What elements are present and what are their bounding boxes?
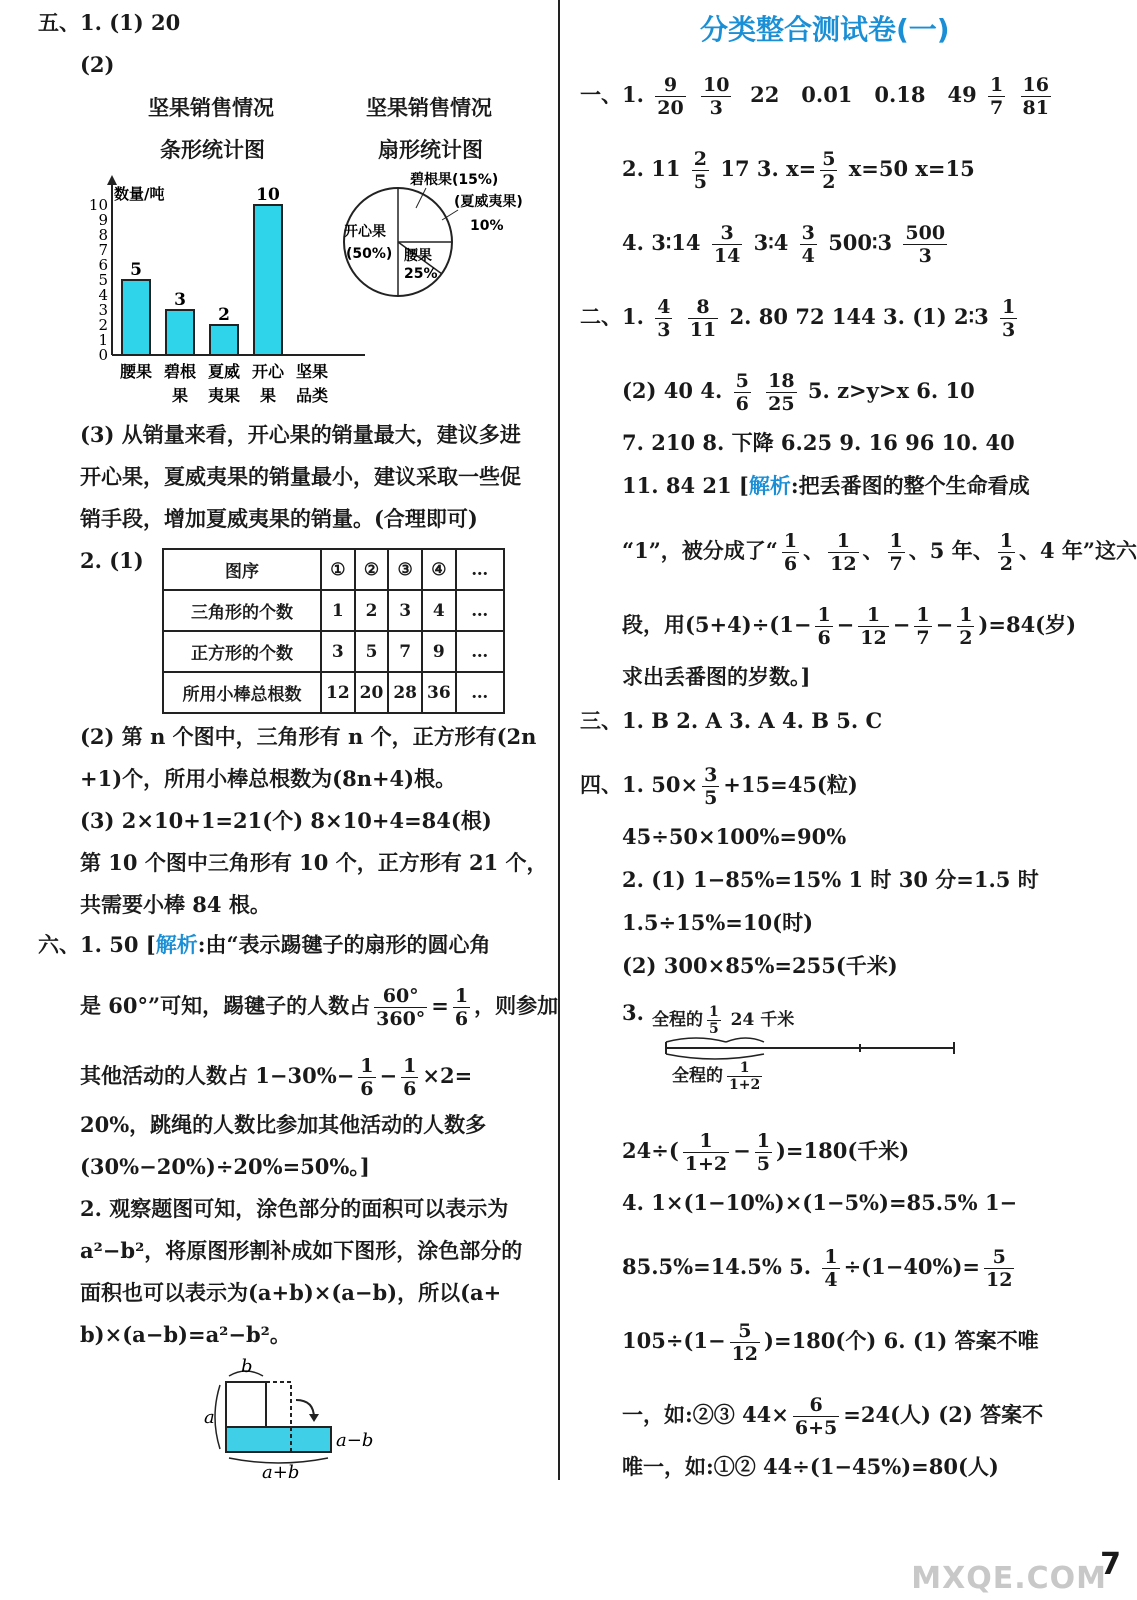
fraction <box>828 530 858 575</box>
fraction <box>707 1004 721 1037</box>
r-row-12 <box>580 764 858 809</box>
numerator: 3 <box>712 222 742 245</box>
text: +15=45(粒) <box>723 772 858 797</box>
numerator: 1 <box>403 1055 417 1077</box>
denominator: 7 <box>889 553 903 575</box>
denominator: 12 <box>986 1269 1013 1291</box>
q6-1e: (30%−20%)÷20%=50%。] <box>80 1154 370 1179</box>
text: 3∶4 <box>753 230 789 255</box>
r-row-9: 段，用(5+4)÷(1− $\frac{1}{6}$ − $\frac{1}{12}$ − $\frac{1}{7}$ − $\frac{1}{2}$ )=84(岁) <box>622 604 1077 649</box>
text: 85.5%=14.5% 5. <box>622 1254 812 1279</box>
r-row-2 <box>622 148 975 193</box>
table-cell: ④ <box>422 549 456 590</box>
text: :由“表示踢毽子的扇形的圆心角 <box>197 932 491 957</box>
arrowhead-icon <box>309 1414 319 1422</box>
r-row-23: 唯一，如:①② 44÷(1−45%)=80(人) <box>622 1454 999 1479</box>
text: 、4 年”这六 <box>1018 538 1137 563</box>
table-cell: 9 <box>422 631 456 672</box>
denominator: 3 <box>1002 319 1016 341</box>
r-row-3 <box>622 222 951 267</box>
fraction <box>914 604 931 649</box>
pie-slice-label: 腰果 <box>404 248 432 264</box>
fraction <box>655 296 672 341</box>
text: 0.01 <box>801 82 853 107</box>
r-row-6: 7. 210 8. 下降 6.25 9. 16 96 10. 40 <box>622 430 1015 455</box>
numerator: 1 <box>683 1130 729 1153</box>
q5-3b: 开心果，夏威夷果的销量最小，建议采取一些促 <box>80 464 521 489</box>
column-divider <box>558 0 560 1480</box>
denominator: 12 <box>830 553 857 575</box>
numerator: 4 <box>657 296 671 318</box>
fraction <box>688 296 718 341</box>
numerator: 60° <box>374 985 427 1008</box>
numerator: 16 <box>1022 74 1049 96</box>
table-cell: 3 <box>321 631 355 672</box>
numerator: 1 <box>824 1246 838 1268</box>
area-diagram <box>196 1356 386 1485</box>
text: )=180(个) 6. (1) 答案不唯 <box>764 1328 1039 1353</box>
table-cell: 正方形的个数 <box>163 631 321 672</box>
q5-2: (2) <box>80 52 115 77</box>
denominator: 11 <box>689 319 717 341</box>
denominator: 2 <box>959 627 973 649</box>
brace-top <box>726 1038 764 1042</box>
page-number: 7 <box>1100 1547 1121 1582</box>
table-cell: 图序 <box>163 549 321 590</box>
bar-chart-subtitle: 条形统计图 <box>160 138 265 162</box>
pie-slice-value: 25% <box>404 266 438 282</box>
x-tick-label: 开心 <box>251 362 285 381</box>
denominator: 6 <box>403 1078 417 1100</box>
q6-2c: 面积也可以表示为(a+b)×(a−b)，所以(a+ <box>80 1280 502 1305</box>
y-tick-label: 2 <box>98 316 108 334</box>
table-cell: 2 <box>355 590 389 631</box>
fraction <box>702 764 719 809</box>
section-title: 分类整合测试卷(一) <box>700 13 950 46</box>
table-cell: 4 <box>422 590 456 631</box>
q6-2b: a²−b²，将原图形割补成如下图形，涂色部分的 <box>80 1238 523 1263</box>
q5-2-3c: 共需要小棒 84 根。 <box>80 892 271 917</box>
text: 49 <box>947 82 977 107</box>
text: “1”，被分成了“ <box>622 538 778 563</box>
table-cell: … <box>456 631 504 672</box>
denominator: 7 <box>990 97 1004 119</box>
text: 二、1. <box>580 304 644 329</box>
x-tick-label: 碧根 <box>163 362 197 381</box>
text: 0.18 <box>874 82 926 107</box>
r-row-21 <box>622 1320 1039 1365</box>
numerator: 6 <box>793 1394 839 1417</box>
numerator: 1 <box>959 604 973 626</box>
fraction <box>888 530 905 575</box>
y-axis-arrow-icon <box>107 175 117 185</box>
q5-3a: (3) 从销量来看，开心果的销量最大，建议多进 <box>80 422 521 447</box>
denominator: 20 <box>657 97 684 119</box>
denominator: 5 <box>693 171 708 193</box>
denominator: 14 <box>713 245 741 267</box>
q6-1a <box>38 930 491 960</box>
fraction <box>1021 74 1051 119</box>
pie-slice-value: (50%) <box>346 246 393 262</box>
fraction <box>358 1055 375 1100</box>
brace-top <box>666 1038 726 1042</box>
fraction <box>903 222 947 267</box>
numerator: 5 <box>822 148 836 170</box>
numerator: 1 <box>916 604 930 626</box>
text: 全程的 <box>672 1066 723 1086</box>
x-tick-label: 果 <box>259 386 277 405</box>
numerator: 1 <box>889 530 903 552</box>
bar <box>122 280 150 355</box>
numerator: 1 <box>756 1130 770 1152</box>
pie-chart-title: 坚果销售情况 <box>366 96 492 120</box>
r-row-13: 45÷50×100%=90% <box>622 824 847 849</box>
fraction <box>1000 296 1017 341</box>
numerator: 1 <box>1002 296 1016 318</box>
table-cell: 12 <box>321 672 355 713</box>
denominator: 5 <box>709 1021 719 1037</box>
text: 17 3. x= <box>720 156 817 181</box>
table-cell: ③ <box>388 549 422 590</box>
numerator: 8 <box>688 296 718 319</box>
table-row <box>163 631 504 672</box>
numerator: 1 <box>999 530 1013 552</box>
y-tick-label: 6 <box>98 256 108 274</box>
segment-label-top <box>652 1004 794 1037</box>
denominator: 4 <box>824 1269 838 1291</box>
text: 是 60°”可知，踢毽子的人数占 <box>80 993 371 1018</box>
label-a-plus-b: a+b <box>262 1462 300 1483</box>
numerator: 1 <box>709 1004 719 1020</box>
denominator: 3 <box>657 319 671 341</box>
table-cell: 5 <box>355 631 389 672</box>
fraction <box>988 74 1005 119</box>
bar <box>210 325 238 355</box>
y-tick-label: 8 <box>98 226 108 244</box>
fraction <box>984 1246 1014 1291</box>
fraction <box>401 1055 418 1100</box>
text: 4. 3∶14 <box>622 230 701 255</box>
r-row-19: 4. 1×(1−10%)×(1−5%)=85.5% 1− <box>622 1190 1018 1215</box>
numerator: 1 <box>727 1060 762 1077</box>
denominator: 2 <box>999 553 1013 575</box>
bar-chart <box>80 160 370 410</box>
q5-2-2b: +1)个，所用小棒总根数为(8n+4)根。 <box>80 766 457 791</box>
denominator: 1+2 <box>684 1153 728 1175</box>
text: (2) 40 4. <box>622 378 723 403</box>
r-row-16: (2) 300×85%=255(千米) <box>622 953 898 978</box>
table-cell: 28 <box>388 672 422 713</box>
text: ÷(1−40%)= <box>843 1254 981 1279</box>
denominator: 5 <box>704 787 718 809</box>
text: 段，用(5+4)÷(1− <box>622 612 812 637</box>
text: 5. z>y>x 6. 10 <box>807 378 975 403</box>
denominator: 12 <box>731 1343 759 1365</box>
q5-1: 五、1. (1) 20 <box>38 10 181 35</box>
text: ×2= <box>422 1063 473 1088</box>
numerator: 3 <box>801 222 815 244</box>
fraction <box>815 604 832 649</box>
text: − <box>379 1063 398 1088</box>
denominator: 6 <box>783 553 798 575</box>
y-tick-label: 7 <box>98 241 108 259</box>
q4-3-label: 3. <box>622 1000 644 1025</box>
y-tick-label: 4 <box>98 286 108 304</box>
dashed-outline <box>266 1382 291 1427</box>
q6-2d: b)×(a−b)=a²−b²。 <box>80 1322 291 1347</box>
label-a: a <box>204 1407 215 1428</box>
fraction <box>800 222 817 267</box>
segment-label-bottom <box>672 1060 766 1093</box>
text: :把丢番图的整个生命看成 <box>790 473 1030 498</box>
label-b: b <box>241 1356 253 1377</box>
fraction <box>374 985 427 1030</box>
q5-2-label: 2. (1) <box>80 548 144 573</box>
numerator: 1 <box>360 1055 374 1077</box>
y-tick-label: 1 <box>98 331 108 349</box>
numerator: 500 <box>905 222 946 244</box>
table-cell: 1 <box>321 590 355 631</box>
text: 500∶3 <box>828 230 893 255</box>
fraction <box>734 370 751 415</box>
denominator: 5 <box>756 1153 770 1175</box>
bar-value-label: 10 <box>256 185 280 205</box>
numerator: 5 <box>730 1320 760 1343</box>
denominator: 81 <box>1022 97 1049 119</box>
bar-value-label: 3 <box>174 290 186 310</box>
r-row-7 <box>622 471 1030 501</box>
x-tick-label: 夏威 <box>207 362 241 381</box>
fraction <box>730 1320 760 1365</box>
shaded-strip <box>226 1427 331 1452</box>
text: )=84(岁) <box>978 612 1077 637</box>
table-cell: 7 <box>388 631 422 672</box>
denominator: 2 <box>822 171 836 193</box>
pie-slice-label: 碧根果(15%) <box>410 172 499 188</box>
numerator: 1 <box>817 604 831 626</box>
denominator: 7 <box>916 627 930 649</box>
pie-slice-value: 10% <box>470 218 504 234</box>
y-tick-label: 9 <box>98 211 108 229</box>
fraction <box>766 370 796 415</box>
fraction <box>701 74 731 119</box>
text: 11. 84 21 [ <box>622 473 749 498</box>
text: 24÷( <box>622 1138 679 1163</box>
text: 105÷(1− <box>622 1328 726 1353</box>
numerator: 10 <box>703 74 730 96</box>
numerator: 1 <box>783 530 798 552</box>
denominator: 25 <box>768 393 795 415</box>
pie-slice-label: (夏威夷果) <box>454 194 523 210</box>
table-cell: 20 <box>355 672 389 713</box>
table-cell: 3 <box>388 590 422 631</box>
denominator: 360° <box>376 1008 426 1030</box>
r-row-8: “1”，被分成了“ $\frac{1}{6}$ 、 $\frac{1}{12}$ 、 $\frac{1}{7}$ 、5 年、 $\frac{1}{2}$ 、4 年”这六 <box>622 530 1137 575</box>
text: 24 千米 <box>730 1010 795 1030</box>
y-tick-label: 0 <box>98 346 108 364</box>
fraction <box>712 222 742 267</box>
q5-3c: 销手段，增加夏威夷果的销量。(合理即可) <box>80 506 478 531</box>
q5-2-3a: (3) 2×10+1=21(个) 8×10+4=84(根) <box>80 808 492 833</box>
table-cell: ① <box>321 549 355 590</box>
pie-chart <box>330 160 550 300</box>
q6-1d: 20%，跳绳的人数比参加其他活动的人数多 <box>80 1112 487 1137</box>
label-a-minus-b: a−b <box>336 1430 374 1451</box>
q6-1c <box>80 1055 472 1100</box>
fraction <box>782 530 799 575</box>
table-cell: … <box>456 672 504 713</box>
denominator: 6 <box>735 393 749 415</box>
text: 一，如:②③ 44× <box>622 1402 789 1427</box>
table-row <box>163 590 504 631</box>
bar <box>166 310 194 355</box>
text: )=180(千米) <box>775 1138 910 1163</box>
numerator: 5 <box>735 370 749 392</box>
table-cell: 所用小棒总根数 <box>163 672 321 713</box>
table-cell: … <box>456 549 504 590</box>
r-row-22 <box>622 1394 1043 1439</box>
y-tick-label: 3 <box>98 301 108 319</box>
numerator: 1 <box>858 604 888 627</box>
table-cell: 36 <box>422 672 456 713</box>
brace-bottom <box>666 1054 764 1059</box>
numerator: 1 <box>990 74 1004 96</box>
y-tick-label: 10 <box>88 196 108 214</box>
denominator: 6 <box>360 1078 374 1100</box>
denominator: 3 <box>709 97 723 119</box>
fraction <box>822 1246 839 1291</box>
text: 2. 11 <box>622 156 681 181</box>
r-row-15: 1.5÷15%=10(时) <box>622 910 813 935</box>
denominator: 3 <box>918 245 932 267</box>
table-cell: ② <box>355 549 389 590</box>
text: ，则参加 <box>474 993 559 1018</box>
text: 全程的 <box>652 1010 703 1030</box>
fraction <box>453 985 470 1030</box>
text: 2. 80 72 144 3. (1) 2∶3 <box>729 304 989 329</box>
text: 六、1. 50 [ <box>38 932 156 957</box>
fraction <box>655 74 685 119</box>
y-axis-label: 数量/吨 <box>114 185 165 203</box>
text: 一、1. <box>580 82 644 107</box>
numerator: 3 <box>704 764 718 786</box>
text: 四、1. 50× <box>580 772 699 797</box>
pie-chart-subtitle: 扇形统计图 <box>378 138 483 162</box>
text: 其他活动的人数占 1−30%− <box>80 1063 355 1088</box>
numerator: 5 <box>984 1246 1014 1269</box>
text: 、5 年、 <box>908 538 994 563</box>
fraction <box>858 604 888 649</box>
y-tick-label: 5 <box>98 271 108 289</box>
fraction <box>820 148 837 193</box>
text: = <box>431 993 449 1018</box>
table-cell: … <box>456 590 504 631</box>
r-row-5 <box>622 370 975 415</box>
denominator: 4 <box>801 245 815 267</box>
x-axis-label: 坚果 <box>295 362 329 381</box>
denominator: 1+2 <box>729 1077 761 1093</box>
denominator: 12 <box>860 627 887 649</box>
numerator: 2 <box>693 148 708 170</box>
watermark: MXQE.COM <box>911 1561 1107 1596</box>
bar <box>254 205 282 355</box>
x-axis-label: 品类 <box>295 386 329 405</box>
brace-left <box>215 1385 220 1449</box>
text: x=50 x=15 <box>848 156 975 181</box>
fraction <box>957 604 974 649</box>
denominator: 6+5 <box>794 1417 838 1439</box>
denominator: 6 <box>454 1008 469 1030</box>
denominator: 6 <box>817 627 831 649</box>
fraction <box>755 1130 772 1175</box>
table-row <box>163 549 504 590</box>
pie-slice-label: 开心果 <box>344 224 386 240</box>
r-row-18: 24÷( $\frac{1}{1+2}$ − $\frac{1}{5}$ )=180(千米) <box>622 1130 910 1175</box>
numerator: 1 <box>454 985 469 1007</box>
bar-value-label: 5 <box>130 260 142 280</box>
r-row-4 <box>580 296 1021 341</box>
r-row-20 <box>622 1246 1018 1291</box>
r-row-14: 2. (1) 1−85%=15% 1 时 30 分=1.5 时 <box>622 867 1039 892</box>
fraction <box>692 148 709 193</box>
x-tick-label: 果 <box>171 386 189 405</box>
x-tick-label: 腰果 <box>119 362 153 381</box>
text: 22 <box>750 82 780 107</box>
x-tick-label: 夷果 <box>207 386 241 405</box>
q6-1b <box>80 985 558 1030</box>
numerator: 9 <box>655 74 685 97</box>
table-row <box>163 672 504 713</box>
fraction <box>683 1130 729 1175</box>
sequence-table <box>162 548 505 714</box>
r-row-1 <box>580 74 1055 119</box>
numerator: 1 <box>828 530 858 553</box>
q5-2-2a: (2) 第 n 个图中，三角形有 n 个，正方形有(2n <box>80 724 537 749</box>
text: =24(人) (2) 答案不 <box>843 1402 1044 1427</box>
bar-chart-title: 坚果销售情况 <box>148 96 274 120</box>
numerator: 18 <box>768 370 795 392</box>
bar-value-label: 2 <box>218 305 230 325</box>
r-row-10: 求出丢番图的岁数。] <box>622 664 811 689</box>
fraction <box>793 1394 839 1439</box>
q5-2-3b: 第 10 个图中三角形有 10 个，正方形有 21 个， <box>80 850 548 875</box>
fraction <box>727 1060 762 1093</box>
table-cell: 三角形的个数 <box>163 590 321 631</box>
analysis-tag: 解析 <box>748 473 791 498</box>
analysis-tag: 解析 <box>155 932 198 957</box>
q6-2a: 2. 观察题图可知，涂色部分的面积可以表示为 <box>80 1196 509 1221</box>
r-row-11: 三、1. B 2. A 3. A 4. B 5. C <box>580 708 883 733</box>
fraction <box>998 530 1015 575</box>
